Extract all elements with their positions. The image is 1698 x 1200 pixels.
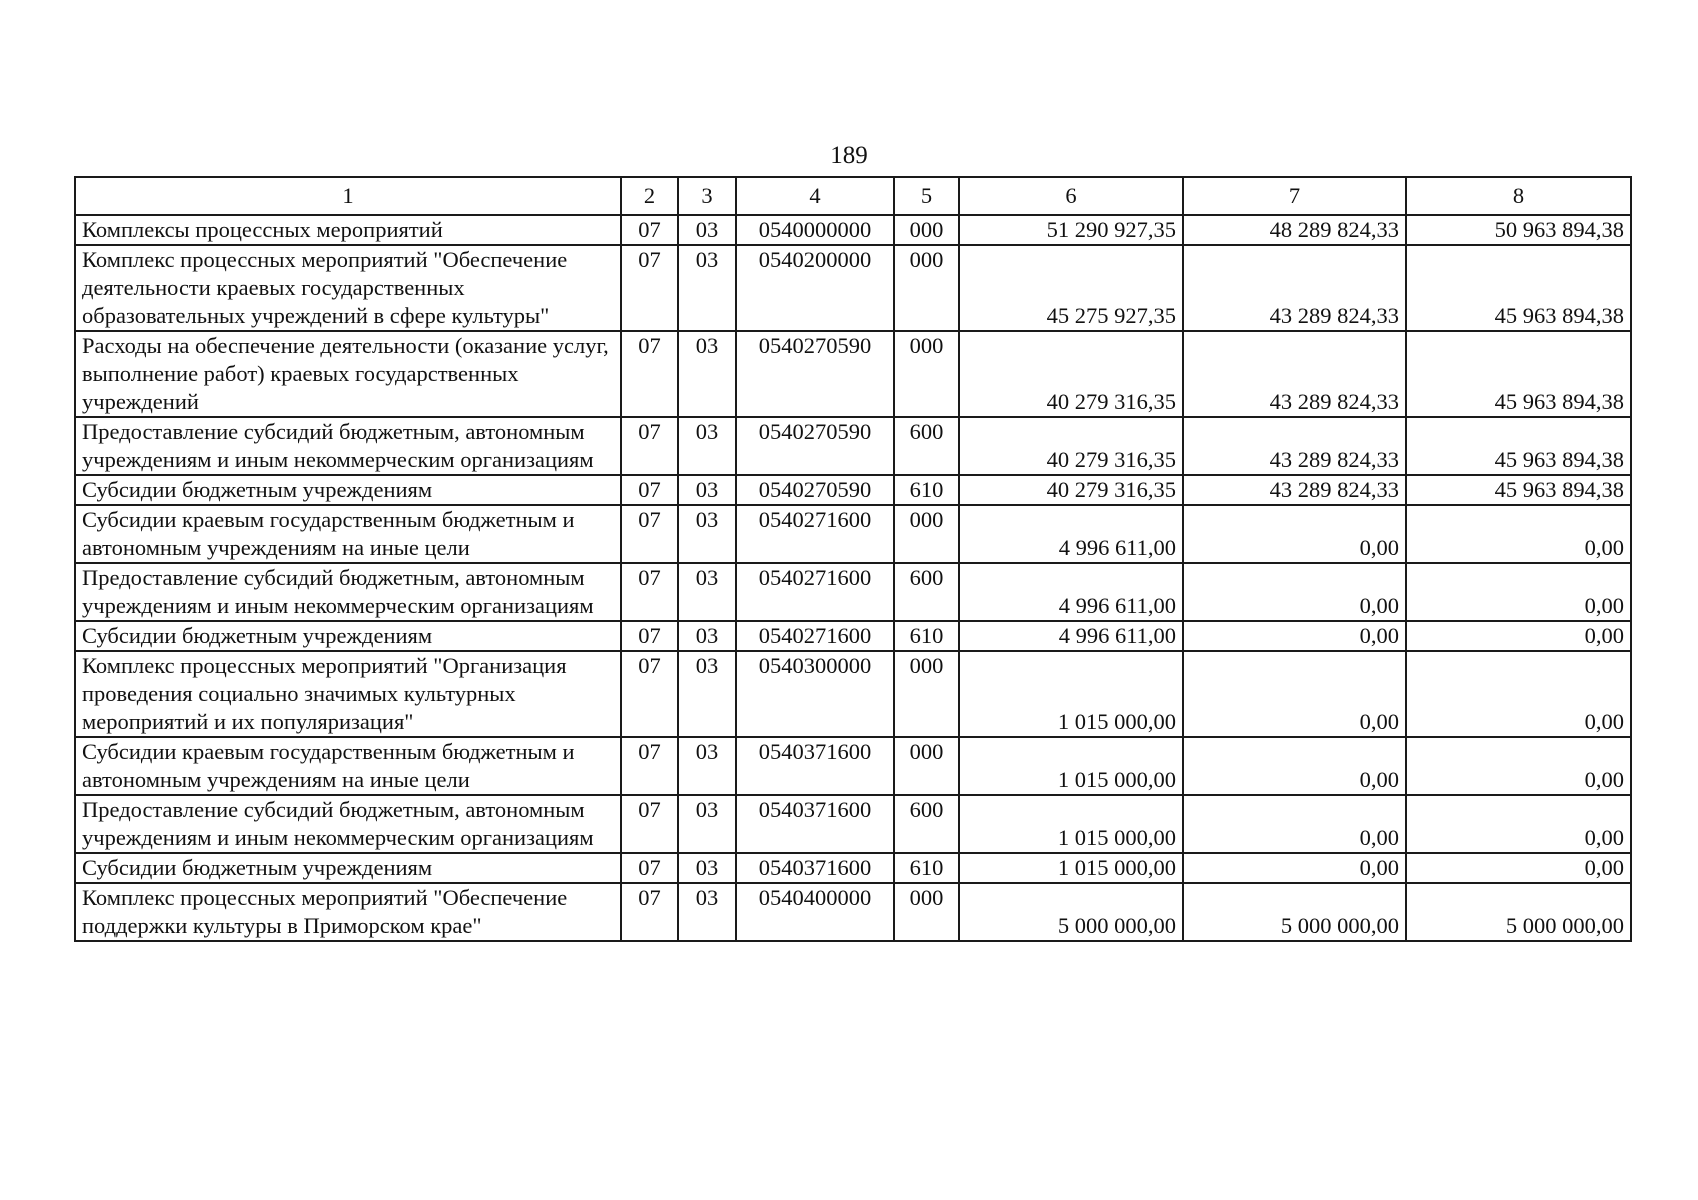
section-code-cell: 07 [621, 883, 678, 941]
row-name-cell: Комплекс процессных мероприятий "Обеспечение деятельности краевых государственных образовательных учреждений в сфере культуры" [75, 245, 621, 331]
header-row [75, 177, 1631, 215]
column-header: 1 [75, 177, 621, 215]
amount-col8-cell: 45 963 894,38 [1406, 417, 1631, 475]
row-name-cell: Субсидии бюджетным учреждениям [75, 475, 621, 505]
table-row [75, 883, 1631, 941]
subsection-code-cell: 03 [678, 331, 736, 417]
row-name-cell: Комплекс процессных мероприятий "Обеспечение поддержки культуры в Приморском крае" [75, 883, 621, 941]
subsection-code-cell: 03 [678, 475, 736, 505]
amount-col7-cell: 0,00 [1183, 621, 1406, 651]
subsection-code-cell: 03 [678, 737, 736, 795]
table-row [75, 621, 1631, 651]
amount-col8-cell: 0,00 [1406, 563, 1631, 621]
column-header: 2 [621, 177, 678, 215]
amount-col6-cell: 4 996 611,00 [959, 563, 1183, 621]
column-header: 3 [678, 177, 736, 215]
amount-col8-cell: 50 963 894,38 [1406, 215, 1631, 245]
amount-col7-cell: 43 289 824,33 [1183, 417, 1406, 475]
subsection-code-cell: 03 [678, 215, 736, 245]
amount-col6-cell: 45 275 927,35 [959, 245, 1183, 331]
amount-col7-cell: 43 289 824,33 [1183, 475, 1406, 505]
amount-col8-cell: 0,00 [1406, 795, 1631, 853]
subsection-code-cell: 03 [678, 651, 736, 737]
table-row [75, 215, 1631, 245]
expense-type-cell: 600 [894, 563, 959, 621]
row-name-cell: Предоставление субсидий бюджетным, автономным учреждениям и иным некоммерческим организациям [75, 417, 621, 475]
table-row [75, 795, 1631, 853]
expense-type-cell: 000 [894, 245, 959, 331]
section-code-cell: 07 [621, 417, 678, 475]
target-article-cell: 0540270590 [736, 417, 894, 475]
section-code-cell: 07 [621, 563, 678, 621]
amount-col7-cell: 48 289 824,33 [1183, 215, 1406, 245]
target-article-cell: 0540371600 [736, 737, 894, 795]
expense-type-cell: 600 [894, 417, 959, 475]
amount-col7-cell: 5 000 000,00 [1183, 883, 1406, 941]
table-row [75, 475, 1631, 505]
table-row [75, 563, 1631, 621]
column-header: 8 [1406, 177, 1631, 215]
expense-type-cell: 610 [894, 853, 959, 883]
amount-col8-cell: 0,00 [1406, 651, 1631, 737]
row-name-cell: Субсидии бюджетным учреждениям [75, 621, 621, 651]
target-article-cell: 0540271600 [736, 505, 894, 563]
subsection-code-cell: 03 [678, 417, 736, 475]
target-article-cell: 0540270590 [736, 331, 894, 417]
expense-type-cell: 000 [894, 651, 959, 737]
column-header: 4 [736, 177, 894, 215]
table-row [75, 245, 1631, 331]
page-number: 189 [830, 142, 868, 169]
row-name-cell: Субсидии бюджетным учреждениям [75, 853, 621, 883]
amount-col8-cell: 0,00 [1406, 621, 1631, 651]
amount-col6-cell: 1 015 000,00 [959, 737, 1183, 795]
amount-col6-cell: 1 015 000,00 [959, 795, 1183, 853]
table-row [75, 505, 1631, 563]
row-name-cell: Предоставление субсидий бюджетным, автономным учреждениям и иным некоммерческим организациям [75, 563, 621, 621]
amount-col6-cell: 5 000 000,00 [959, 883, 1183, 941]
column-header: 5 [894, 177, 959, 215]
amount-col7-cell: 0,00 [1183, 651, 1406, 737]
table-row [75, 331, 1631, 417]
table-row [75, 853, 1631, 883]
amount-col8-cell: 0,00 [1406, 737, 1631, 795]
subsection-code-cell: 03 [678, 621, 736, 651]
section-code-cell: 07 [621, 621, 678, 651]
section-code-cell: 07 [621, 853, 678, 883]
section-code-cell: 07 [621, 795, 678, 853]
target-article-cell: 0540200000 [736, 245, 894, 331]
amount-col7-cell: 0,00 [1183, 505, 1406, 563]
row-name-cell: Субсидии краевым государственным бюджетным и автономным учреждениям на иные цели [75, 737, 621, 795]
amount-col7-cell: 0,00 [1183, 737, 1406, 795]
expense-type-cell: 610 [894, 621, 959, 651]
subsection-code-cell: 03 [678, 505, 736, 563]
row-name-cell: Субсидии краевым государственным бюджетным и автономным учреждениям на иные цели [75, 505, 621, 563]
section-code-cell: 07 [621, 737, 678, 795]
amount-col6-cell: 40 279 316,35 [959, 331, 1183, 417]
subsection-code-cell: 03 [678, 853, 736, 883]
amount-col7-cell: 0,00 [1183, 795, 1406, 853]
expense-type-cell: 000 [894, 737, 959, 795]
subsection-code-cell: 03 [678, 883, 736, 941]
amount-col8-cell: 0,00 [1406, 505, 1631, 563]
target-article-cell: 0540271600 [736, 563, 894, 621]
target-article-cell: 0540371600 [736, 853, 894, 883]
section-code-cell: 07 [621, 245, 678, 331]
amount-col8-cell: 45 963 894,38 [1406, 245, 1631, 331]
amount-col8-cell: 45 963 894,38 [1406, 331, 1631, 417]
amount-col7-cell: 0,00 [1183, 853, 1406, 883]
amount-col6-cell: 1 015 000,00 [959, 651, 1183, 737]
subsection-code-cell: 03 [678, 795, 736, 853]
amount-col8-cell: 0,00 [1406, 853, 1631, 883]
target-article-cell: 0540371600 [736, 795, 894, 853]
target-article-cell: 0540400000 [736, 883, 894, 941]
section-code-cell: 07 [621, 215, 678, 245]
amount-col8-cell: 5 000 000,00 [1406, 883, 1631, 941]
section-code-cell: 07 [621, 331, 678, 417]
target-article-cell: 0540000000 [736, 215, 894, 245]
target-article-cell: 0540270590 [736, 475, 894, 505]
amount-col6-cell: 4 996 611,00 [959, 505, 1183, 563]
subsection-code-cell: 03 [678, 245, 736, 331]
subsection-code-cell: 03 [678, 563, 736, 621]
section-code-cell: 07 [621, 505, 678, 563]
amount-col6-cell: 40 279 316,35 [959, 475, 1183, 505]
column-header: 6 [959, 177, 1183, 215]
target-article-cell: 0540300000 [736, 651, 894, 737]
expense-type-cell: 000 [894, 883, 959, 941]
section-code-cell: 07 [621, 651, 678, 737]
table-body [75, 215, 1631, 941]
table-row [75, 737, 1631, 795]
amount-col6-cell: 40 279 316,35 [959, 417, 1183, 475]
amount-col7-cell: 43 289 824,33 [1183, 245, 1406, 331]
row-name-cell: Расходы на обеспечение деятельности (оказание услуг, выполнение работ) краевых государственных учреждений [75, 331, 621, 417]
table-row [75, 417, 1631, 475]
expense-type-cell: 000 [894, 331, 959, 417]
amount-col6-cell: 1 015 000,00 [959, 853, 1183, 883]
section-code-cell: 07 [621, 475, 678, 505]
expense-type-cell: 600 [894, 795, 959, 853]
row-name-cell: Комплекс процессных мероприятий "Организация проведения социально значимых культурных мероприятий и их популяризация" [75, 651, 621, 737]
row-name-cell: Предоставление субсидий бюджетным, автономным учреждениям и иным некоммерческим организациям [75, 795, 621, 853]
amount-col8-cell: 45 963 894,38 [1406, 475, 1631, 505]
expense-type-cell: 000 [894, 215, 959, 245]
budget-table [74, 176, 1632, 942]
row-name-cell: Комплексы процессных мероприятий [75, 215, 621, 245]
amount-col6-cell: 4 996 611,00 [959, 621, 1183, 651]
target-article-cell: 0540271600 [736, 621, 894, 651]
expense-type-cell: 610 [894, 475, 959, 505]
amount-col6-cell: 51 290 927,35 [959, 215, 1183, 245]
amount-col7-cell: 0,00 [1183, 563, 1406, 621]
expense-type-cell: 000 [894, 505, 959, 563]
column-header: 7 [1183, 177, 1406, 215]
amount-col7-cell: 43 289 824,33 [1183, 331, 1406, 417]
table-row [75, 651, 1631, 737]
